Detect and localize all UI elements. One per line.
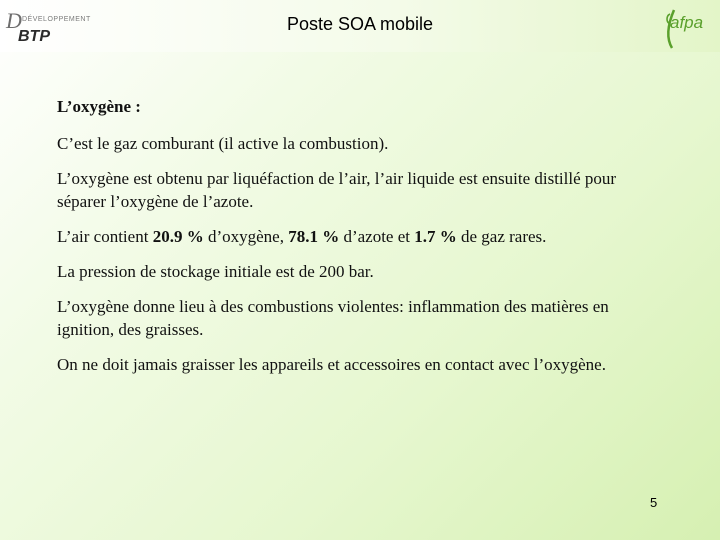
composition-text-3: d’azote et <box>339 227 415 246</box>
slide-title: Poste SOA mobile <box>286 14 434 34</box>
afpa-logo <box>660 4 716 50</box>
logo-small-text: DÉVELOPPEMENT <box>22 16 91 23</box>
paragraph-graisser: On ne doit jamais graisser les appareils et accessoires en contact avec l’oxygène. <box>57 355 606 374</box>
slide-content <box>57 95 667 388</box>
paragraph-combustions: L’oxygène donne lieu à des combustions violentes: inflammation des matières en ignition, des graisses. <box>57 297 609 339</box>
logo-btp-text: BTP <box>18 28 50 45</box>
paragraph-comburant: C’est le gaz comburant (il active la combustion). <box>57 134 389 153</box>
afpa-logo-text: afpa <box>670 13 704 32</box>
composition-text-4: de gaz rares. <box>456 227 547 246</box>
slide-header <box>0 0 720 52</box>
paragraph-obtention: L’oxygène est obtenu par liquéfaction de l’air, l’air liquide est ensuite distillé pour séparer l’oxygène de l’azote. <box>57 169 617 211</box>
logo-letter-d: D <box>6 8 22 33</box>
oxygen-percentage: 20.9 % <box>152 227 204 246</box>
paragraph-pression: La pression de stockage initiale est de 200 bar. <box>57 262 374 281</box>
paragraph-composition <box>57 225 667 248</box>
section-heading: L’oxygène : <box>57 97 141 116</box>
nitrogen-percentage: 78.1 % <box>288 227 340 246</box>
rare-gas-percentage: 1.7 % <box>414 227 457 246</box>
afpa-logo-icon <box>660 4 716 50</box>
page-number: 5 <box>650 495 658 510</box>
composition-text-2: d’oxygène, <box>203 227 289 246</box>
composition-text-1: L’air contient <box>57 227 153 246</box>
